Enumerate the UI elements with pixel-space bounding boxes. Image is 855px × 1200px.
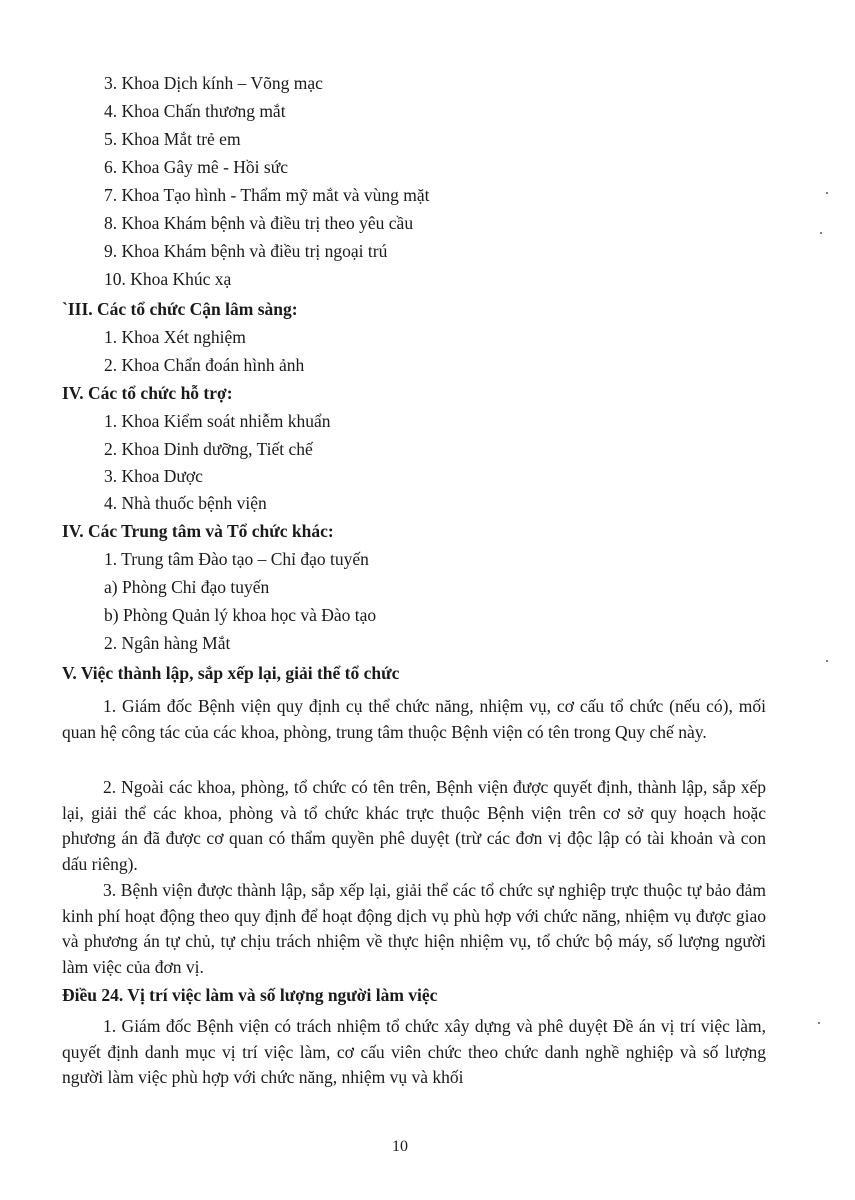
paragraph: 1. Giám đốc Bệnh viện quy định cụ thể chức năng, nhiệm vụ, cơ cấu tổ chức (nếu có), mối quan hệ công tác của các khoa, phòng, trung tâm thuộc Bệnh viện có tên trong Quy chế này. <box>62 696 766 742</box>
list-item: 1. Khoa Kiểm soát nhiễm khuẩn <box>104 411 331 431</box>
section-heading: IV. Các tổ chức hỗ trợ: <box>62 383 233 403</box>
list-item: 2. Khoa Chẩn đoán hình ảnh <box>104 355 305 375</box>
article-heading: Điều 24. Vị trí việc làm và số lượng người làm việc <box>62 985 438 1005</box>
list-item: a) Phòng Chỉ đạo tuyến <box>104 577 270 597</box>
scan-speck <box>818 1022 820 1024</box>
list-item: 1. Trung tâm Đào tạo – Chỉ đạo tuyến <box>104 549 369 569</box>
list-item: 3. Khoa Dược <box>104 466 203 486</box>
list-item: 9. Khoa Khám bệnh và điều trị ngoại trú <box>104 241 388 261</box>
list-item: 5. Khoa Mắt trẻ em <box>104 129 241 149</box>
list-item: 3. Khoa Dịch kính – Võng mạc <box>104 73 323 93</box>
list-item: 2. Ngân hàng Mắt <box>104 633 231 653</box>
section-heading: IV. Các Trung tâm và Tổ chức khác: <box>62 521 334 541</box>
scan-speck <box>826 192 828 194</box>
page-number: 10 <box>392 1138 408 1155</box>
list-item: 2. Khoa Dinh dưỡng, Tiết chế <box>104 439 313 459</box>
paragraph: 3. Bệnh viện được thành lập, sắp xếp lại, giải thể các tổ chức sự nghiệp trực thuộc tự bảo đảm kinh phí hoạt động theo quy định để hoạt động dịch vụ phù hợp với chức năng, nhiệm vụ được giao và phương án tự chủ, tự chịu trách nhiệm về thực hiện nhiệm vụ, tổ chức bộ máy, số lượng người làm việc của đơn vị. <box>62 880 766 977</box>
section-heading: `III. Các tổ chức Cận lâm sàng: <box>62 299 298 319</box>
scan-speck <box>820 232 822 234</box>
list-item: b) Phòng Quản lý khoa học và Đào tạo <box>104 605 377 625</box>
section-heading: V. Việc thành lập, sắp xếp lại, giải thể tổ chức <box>62 663 400 683</box>
list-item: 4. Khoa Chấn thương mắt <box>104 101 286 121</box>
list-item: 1. Khoa Xét nghiệm <box>104 327 246 347</box>
list-item: 4. Nhà thuốc bệnh viện <box>104 493 267 513</box>
list-item: 10. Khoa Khúc xạ <box>104 269 232 289</box>
list-item: 7. Khoa Tạo hình - Thẩm mỹ mắt và vùng mặt <box>104 185 430 205</box>
paragraph: 1. Giám đốc Bệnh viện có trách nhiệm tổ chức xây dựng và phê duyệt Đề án vị trí việc làm, quyết định danh mục vị trí việc làm, cơ cấu viên chức theo chức danh nghề nghiệp và số lượng người làm việc phù hợp với chức năng, nhiệm vụ và khối <box>62 1016 766 1087</box>
list-item: 6. Khoa Gây mê - Hồi sức <box>104 157 288 177</box>
list-item: 8. Khoa Khám bệnh và điều trị theo yêu cầu <box>104 213 414 233</box>
paragraph: 2. Ngoài các khoa, phòng, tổ chức có tên trên, Bệnh viện được quyết định, thành lập, sắp xếp lại, giải thể các khoa, phòng và tổ chức khác trực thuộc Bệnh viện trên cơ sở quy hoạch hoặc phương án đã được cơ quan có thẩm quyền phê duyệt (trừ các đơn vị độc lập có tài khoản và con dấu riêng). <box>62 777 766 874</box>
scan-speck <box>826 660 828 662</box>
